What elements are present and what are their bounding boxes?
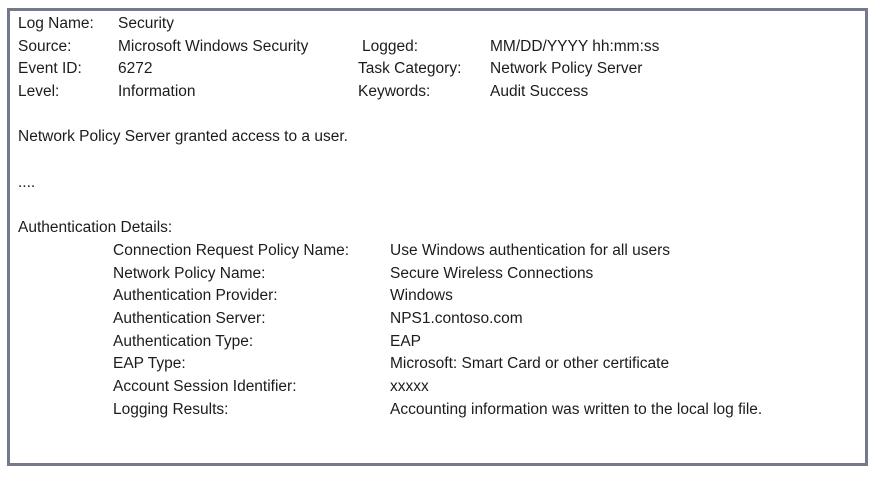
detail-row bbox=[10, 376, 865, 399]
detail-value-authentication-provider: Windows bbox=[390, 287, 453, 305]
field-label-log-name: Log Name: bbox=[18, 15, 94, 32]
detail-label-authentication-server: Authentication Server: bbox=[113, 309, 266, 327]
detail-row bbox=[10, 263, 865, 286]
field-label-source: Source: bbox=[18, 37, 72, 55]
header-row bbox=[10, 58, 865, 81]
field-value-task-category: Network Policy Server bbox=[490, 60, 643, 78]
field-value-source: Microsoft Windows Security bbox=[118, 37, 309, 55]
detail-row bbox=[10, 285, 865, 308]
field-value-level: Information bbox=[118, 83, 196, 101]
detail-label-network-policy-name: Network Policy Name: bbox=[113, 264, 266, 282]
header-row bbox=[10, 81, 865, 104]
detail-value-account-session-identifier: xxxxx bbox=[390, 378, 429, 395]
section-title: Authentication Details: bbox=[18, 219, 173, 237]
detail-value-connection-request-policy: Use Windows authentication for all users bbox=[390, 241, 670, 259]
header-row bbox=[10, 13, 865, 36]
field-value-logged: MM/DD/YYYY hh:mm:ss bbox=[490, 37, 660, 55]
detail-label-logging-results: Logging Results: bbox=[113, 400, 229, 418]
field-value-log-name: Security bbox=[118, 15, 174, 32]
event-message-row bbox=[10, 126, 865, 149]
detail-value-authentication-server: NPS1.contoso.com bbox=[390, 309, 523, 327]
detail-row bbox=[10, 399, 865, 422]
field-label-event-id: Event ID: bbox=[18, 60, 82, 78]
detail-label-eap-type: EAP Type: bbox=[113, 355, 186, 373]
detail-row bbox=[10, 331, 865, 354]
header-row bbox=[10, 36, 865, 59]
detail-value-network-policy-name: Secure Wireless Connections bbox=[390, 264, 594, 282]
detail-value-eap-type: Microsoft: Smart Card or other certificate bbox=[390, 355, 670, 373]
field-label-task-category: Task Category: bbox=[358, 60, 462, 78]
detail-label-connection-request-policy: Connection Request Policy Name: bbox=[113, 241, 350, 259]
ellipsis-row bbox=[10, 172, 865, 195]
detail-value-logging-results: Accounting information was written to the local log file. bbox=[390, 400, 763, 418]
detail-row bbox=[10, 308, 865, 331]
detail-row bbox=[10, 353, 865, 376]
detail-value-authentication-type: EAP bbox=[390, 332, 422, 350]
detail-row bbox=[10, 240, 865, 263]
detail-label-account-session-identifier: Account Session Identifier: bbox=[113, 378, 297, 395]
event-log-panel bbox=[7, 8, 868, 466]
field-label-level: Level: bbox=[18, 83, 60, 101]
detail-label-authentication-provider: Authentication Provider: bbox=[113, 287, 278, 305]
spacer-row bbox=[10, 104, 865, 127]
field-value-event-id: 6272 bbox=[118, 60, 153, 78]
spacer-row bbox=[10, 195, 865, 218]
section-title-row bbox=[10, 217, 865, 240]
spacer-row bbox=[10, 149, 865, 172]
field-label-keywords: Keywords: bbox=[358, 83, 431, 101]
field-label-logged: Logged: bbox=[362, 37, 419, 55]
field-value-keywords: Audit Success bbox=[490, 83, 589, 101]
event-message: Network Policy Server granted access to a user. bbox=[18, 128, 348, 146]
detail-label-authentication-type: Authentication Type: bbox=[113, 332, 254, 350]
ellipsis-text: .... bbox=[18, 173, 36, 191]
